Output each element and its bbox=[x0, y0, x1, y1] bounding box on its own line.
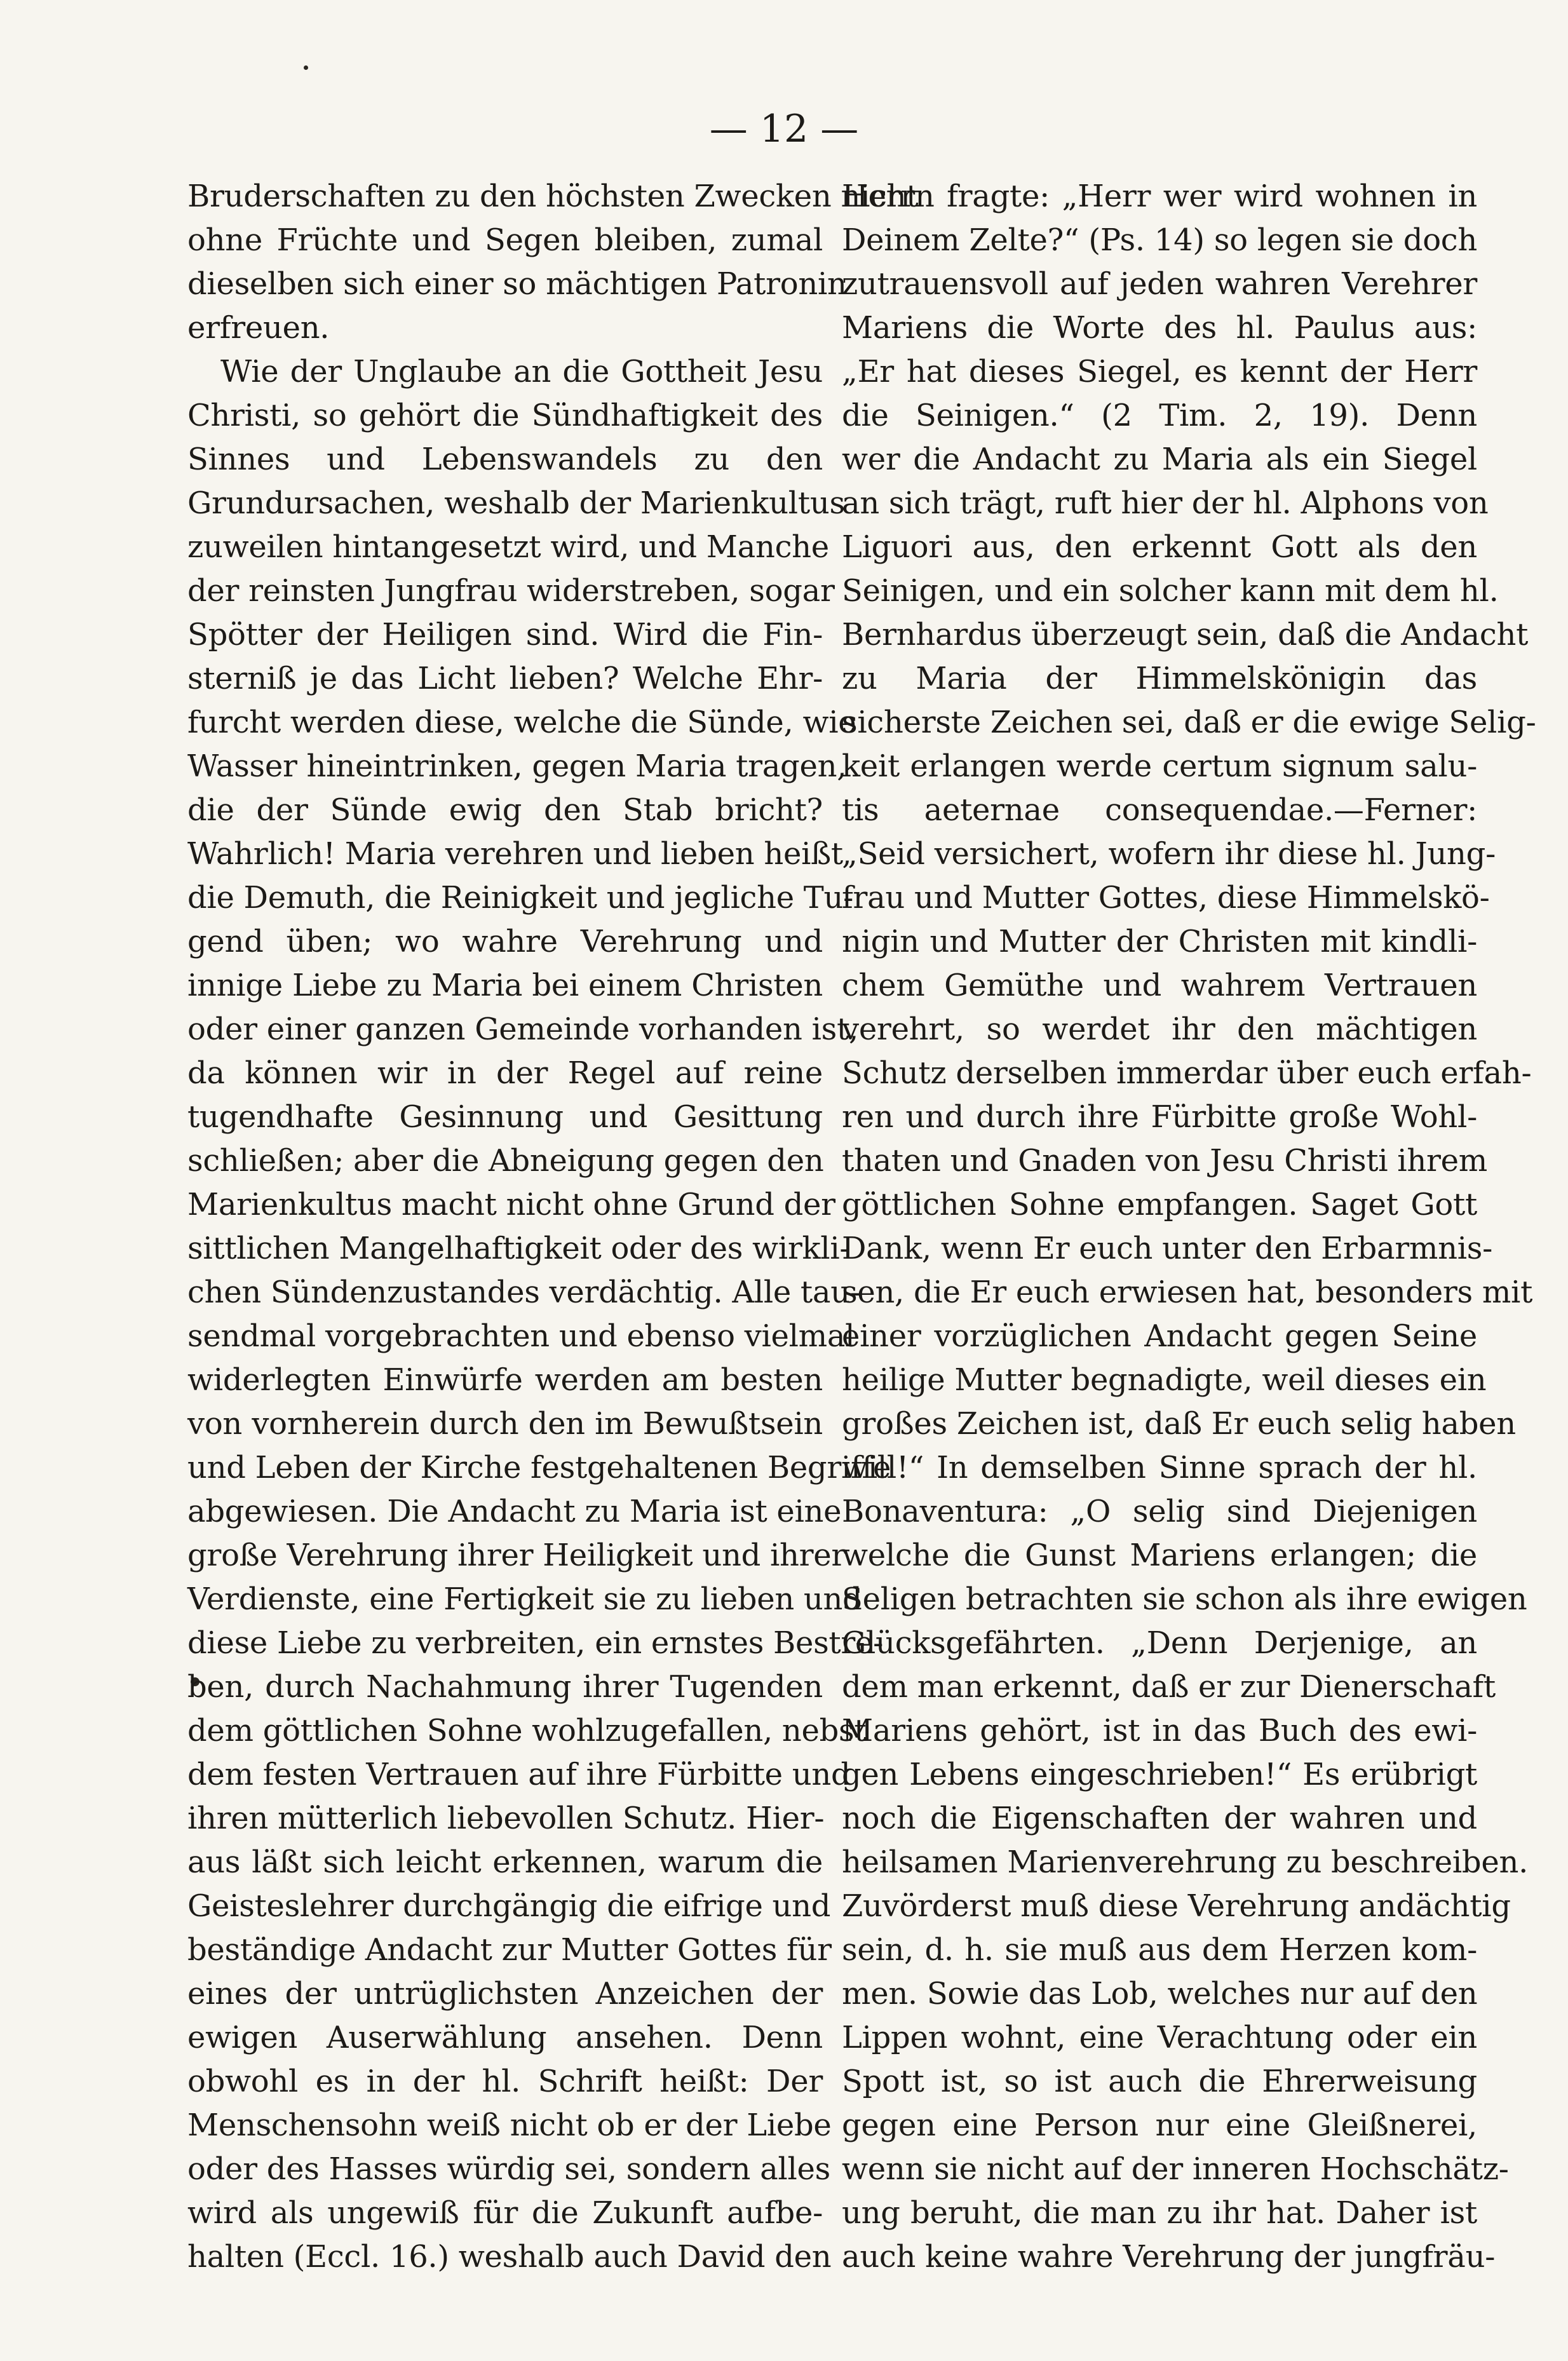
text-line: Spötter der Heiligen sind. Wird die Fin- bbox=[187, 617, 823, 653]
text-line: zuweilen hintangesetzt wird, und Manche bbox=[187, 529, 829, 565]
text-line: sein, d. h. sie muß aus dem Herzen kom- bbox=[842, 1932, 1477, 1968]
text-line: Sinnes und Lebenswandels zu den bbox=[187, 442, 823, 477]
text-line: Spott ist, so ist auch die Ehrerweisung bbox=[842, 2064, 1477, 2099]
text-line: Bernhardus überzeugt sein, daß die Andacht bbox=[842, 617, 1529, 653]
text-line: nigin und Mutter der Christen mit kindli- bbox=[842, 924, 1477, 959]
text-line: wird als ungewiß für die Zukunft aufbe- bbox=[187, 2195, 823, 2231]
text-line: ung beruht, die man zu ihr hat. Daher ist bbox=[842, 2195, 1477, 2231]
text-line: Zuvörderst muß diese Verehrung andächtig bbox=[842, 1888, 1511, 1924]
text-line: furcht werden diese, welche die Sünde, wie bbox=[187, 705, 856, 740]
text-line: keit erlangen werde certum signum salu- bbox=[842, 748, 1477, 784]
left-text-column bbox=[187, 175, 919, 2279]
text-line: wer die Andacht zu Maria als ein Siegel bbox=[842, 442, 1477, 477]
text-line: von vornherein durch den im Bewußtsein bbox=[187, 1406, 823, 1442]
text-line: „Er hat dieses Siegel, es kennt der Herr bbox=[842, 354, 1477, 389]
text-line: einer vorzüglichen Andacht gegen Seine bbox=[842, 1318, 1477, 1354]
text-line: zutrauensvoll auf jeden wahren Verehrer bbox=[842, 266, 1477, 302]
text-line: Verdienste, eine Fertigkeit sie zu lieben und bbox=[187, 1581, 862, 1617]
text-line: Deinem Zelte?“ (Ps. 14) so legen sie doch bbox=[842, 222, 1477, 258]
text-line: welche die Gunst Mariens erlangen; die bbox=[842, 1538, 1477, 1573]
text-line: dem festen Vertrauen auf ihre Fürbitte und bbox=[187, 1757, 851, 1792]
text-line: dieselben sich einer so mächtigen Patronin bbox=[187, 266, 847, 302]
text-line: men. Sowie das Lob, welches nur auf den bbox=[842, 1976, 1478, 2012]
text-line: tugendhafte Gesinnung und Gesittung bbox=[187, 1099, 823, 1135]
text-line: großes Zeichen ist, daß Er euch selig haben bbox=[842, 1406, 1516, 1442]
text-line: und Leben der Kirche festgehaltenen Begriffe bbox=[187, 1450, 891, 1485]
text-line: Seligen betrachten sie schon als ihre ewigen bbox=[842, 1581, 1527, 1617]
text-line: Seinigen, und ein solcher kann mit dem hl. bbox=[842, 573, 1499, 609]
text-line: Menschensohn weiß nicht ob er der Liebe bbox=[187, 2107, 832, 2143]
text-line: sen, die Er euch erwiesen hat, besonders mit bbox=[842, 1275, 1533, 1310]
text-line: Schutz derselben immerdar über euch erfah- bbox=[842, 1055, 1532, 1091]
text-line: Liguori aus, den erkennt Gott als den bbox=[842, 529, 1477, 565]
text-line: obwohl es in der hl. Schrift heißt: Der bbox=[187, 2064, 823, 2099]
text-line: ben, durch Nachahmung ihrer Tugenden bbox=[187, 1669, 823, 1705]
text-line: noch die Eigenschaften der wahren und bbox=[842, 1801, 1477, 1836]
text-line: aus läßt sich leicht erkennen, warum die bbox=[187, 1844, 823, 1880]
text-line: oder einer ganzen Gemeinde vorhanden ist, bbox=[187, 1011, 858, 1047]
text-line: ewigen Auserwählung ansehen. Denn bbox=[187, 2020, 823, 2055]
text-line: „Seid versichert, wofern ihr diese hl. Jung- bbox=[842, 836, 1496, 872]
text-line: die Demuth, die Reinigkeit und jegliche Tu- bbox=[187, 880, 854, 916]
text-line: Glücksgefährten. „Denn Derjenige, an bbox=[842, 1625, 1477, 1661]
text-line: die der Sünde ewig den Stab bricht? bbox=[187, 792, 823, 828]
text-line: große Verehrung ihrer Heiligkeit und ihrer bbox=[187, 1538, 846, 1573]
text-line: halten (Eccl. 16.) weshalb auch David den bbox=[187, 2239, 832, 2275]
text-line: Bonaventura: „O selig sind Diejenigen bbox=[842, 1494, 1477, 1529]
text-line: die Seinigen.“ (2 Tim. 2, 19). Denn bbox=[842, 398, 1477, 433]
text-line: widerlegten Einwürfe werden am besten bbox=[187, 1362, 823, 1398]
text-line: chem Gemüthe und wahrem Vertrauen bbox=[842, 968, 1477, 1003]
right-text-column bbox=[842, 175, 1536, 2279]
text-line: beständige Andacht zur Mutter Gottes für bbox=[187, 1932, 832, 1968]
text-line: sicherste Zeichen sei, daß er die ewige Selig- bbox=[842, 705, 1536, 740]
text-line: erfreuen. bbox=[187, 310, 330, 346]
text-line: Wie der Unglaube an die Gottheit Jesu bbox=[220, 354, 823, 389]
page-number: — 12 — bbox=[709, 107, 859, 151]
text-line: innige Liebe zu Maria bei einem Christen bbox=[187, 968, 823, 1003]
text-line: will!“ In demselben Sinne sprach der hl. bbox=[842, 1450, 1477, 1485]
text-line: frau und Mutter Gottes, diese Himmelskö- bbox=[842, 880, 1490, 916]
text-line: heilsamen Marienverehrung zu beschreiben. bbox=[842, 1844, 1529, 1880]
text-line: da können wir in der Regel auf reine bbox=[187, 1055, 823, 1091]
text-line: gegen eine Person nur eine Gleißnerei, bbox=[842, 2107, 1477, 2143]
text-line: oder des Hasses würdig sei, sondern alles bbox=[187, 2151, 830, 2187]
text-line: gend üben; wo wahre Verehrung und bbox=[187, 924, 823, 959]
text-line: Christi, so gehört die Sündhaftigkeit des bbox=[187, 398, 823, 433]
text-line: eines der untrüglichsten Anzeichen der bbox=[187, 1976, 823, 2012]
text-line: Herrn fragte: „Herr wer wird wohnen in bbox=[842, 179, 1477, 214]
text-line: heilige Mutter begnadigte, weil dieses ein bbox=[842, 1362, 1487, 1398]
text-line: ihren mütterlich liebevollen Schutz. Hier- bbox=[187, 1801, 825, 1836]
text-line: sittlichen Mangelhaftigkeit oder des wirkli- bbox=[187, 1231, 850, 1266]
text-line: gen Lebens eingeschrieben!“ Es erübrigt bbox=[842, 1757, 1477, 1792]
text-line: sterniß je das Licht lieben? Welche Ehr- bbox=[187, 661, 823, 696]
text-line: chen Sündenzustandes verdächtig. Alle tau- bbox=[187, 1275, 860, 1310]
text-line: Mariens die Worte des hl. Paulus aus: bbox=[842, 310, 1477, 346]
text-line: Mariens gehört, ist in das Buch des ewi- bbox=[842, 1713, 1477, 1749]
text-line: an sich trägt, ruft hier der hl. Alphons von bbox=[842, 485, 1489, 521]
text-line: tis aeternae consequendae.—Ferner: bbox=[842, 792, 1477, 828]
text-line: abgewiesen. Die Andacht zu Maria ist eine bbox=[187, 1494, 842, 1529]
text-line: diese Liebe zu verbreiten, ein ernstes Bestre- bbox=[187, 1625, 884, 1661]
text-line: zu Maria der Himmelskönigin das bbox=[842, 661, 1477, 696]
text-line: ren und durch ihre Fürbitte große Wohl- bbox=[842, 1099, 1477, 1135]
text-line: dem man erkennt, daß er zur Dienerschaft bbox=[842, 1669, 1496, 1705]
text-line: wenn sie nicht auf der inneren Hochschätz- bbox=[842, 2151, 1509, 2187]
text-line: Geisteslehrer durchgängig die eifrige und bbox=[187, 1888, 831, 1924]
text-line: ohne Früchte und Segen bleiben, zumal bbox=[187, 222, 823, 258]
text-line: Grundursachen, weshalb der Marienkultus bbox=[187, 485, 845, 521]
text-line: Lippen wohnt, eine Verachtung oder ein bbox=[842, 2020, 1477, 2055]
text-line: Wahrlich! Maria verehren und lieben heißt bbox=[187, 836, 843, 872]
text-line: schließen; aber die Abneigung gegen den bbox=[187, 1143, 824, 1179]
text-line: thaten und Gnaden von Jesu Christi ihrem bbox=[842, 1143, 1487, 1179]
text-line: Marienkultus macht nicht ohne Grund der bbox=[187, 1187, 835, 1222]
text-line: sendmal vorgebrachten und ebenso vielmal bbox=[187, 1318, 855, 1354]
text-line: göttlichen Sohne empfangen. Saget Gott bbox=[842, 1187, 1477, 1222]
text-line: Wasser hineintrinken, gegen Maria tragen, bbox=[187, 748, 847, 784]
ink-speck bbox=[304, 65, 308, 70]
text-line: auch keine wahre Verehrung der jungfräu- bbox=[842, 2239, 1496, 2275]
text-line: verehrt, so werdet ihr den mächtigen bbox=[842, 1011, 1477, 1047]
text-line: Bruderschaften zu den höchsten Zwecken nicht bbox=[187, 179, 919, 214]
text-line: Dank, wenn Er euch unter den Erbarmnis- bbox=[842, 1231, 1493, 1266]
text-line: dem göttlichen Sohne wohlzugefallen, nebst bbox=[187, 1713, 867, 1749]
text-line: der reinsten Jungfrau widerstreben, sogar bbox=[187, 573, 835, 609]
